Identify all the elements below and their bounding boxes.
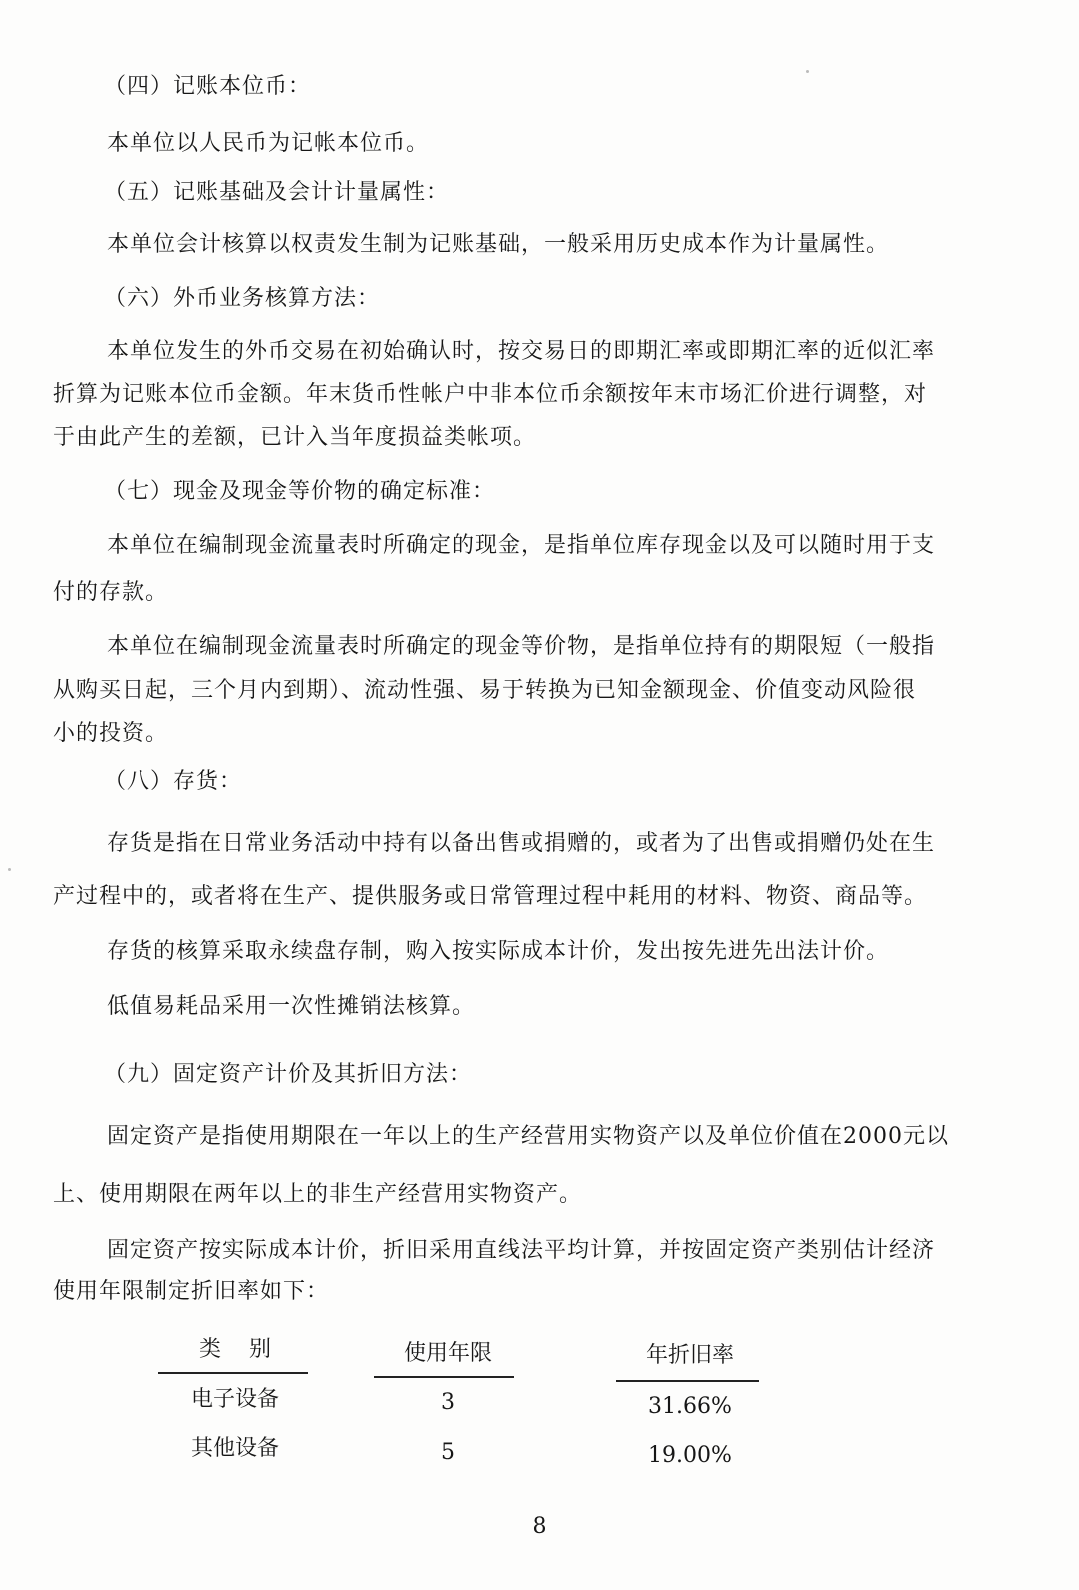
paragraph-line: 产过程中的，或者将在生产、提供服务或日常管理过程中耗用的材料、物资、商品等。 xyxy=(53,884,928,909)
table-cell-useful-life: 5 xyxy=(441,1440,455,1465)
table-header-useful-life: 使用年限 xyxy=(403,1341,492,1366)
paragraph-line: 上、使用期限在两年以上的非生产经营用实物资产。 xyxy=(53,1182,583,1207)
paragraph-line: 折算为记账本位币金额。年末货币性帐户中非本位币余额按年末市场汇价进行调整，对 xyxy=(53,382,928,407)
paragraph-line: 存货的核算采取永续盘存制，购入按实际成本计价，发出按先进先出法计价。 xyxy=(107,939,890,964)
paragraph-line: 付的存款。 xyxy=(53,580,169,605)
table-cell-rate: 19.00% xyxy=(648,1443,732,1468)
paragraph-line: 存货是指在日常业务活动中持有以备出售或捐赠的，或者为了出售或捐赠仍处在生 xyxy=(107,831,936,856)
table-header-category: 类 别 xyxy=(199,1337,271,1362)
section-heading-foreign-currency: （六）外币业务核算方法： xyxy=(104,286,381,311)
section-heading-cash: （七）现金及现金等价物的确定标准： xyxy=(104,479,496,504)
paragraph-line: 固定资产是指使用期限在一年以上的生产经营用实物资产以及单位价值在2000元以 xyxy=(107,1124,949,1149)
header-rule xyxy=(158,1372,308,1374)
table-cell-category: 其他设备 xyxy=(190,1436,279,1461)
header-rule xyxy=(374,1376,514,1378)
paragraph-line: 从购买日起，三个月内到期）、流动性强、易于转换为已知金额现金、价值变动风险很 xyxy=(53,678,917,703)
section-heading-fixed-assets: （九）固定资产计价及其折旧方法： xyxy=(104,1062,473,1087)
table-cell-useful-life: 3 xyxy=(441,1390,455,1415)
section-heading-currency: （四）记账本位币： xyxy=(104,74,312,99)
section-heading-inventory: （八）存货： xyxy=(104,769,243,794)
page-number: 8 xyxy=(532,1514,547,1539)
paragraph-line: 使用年限制定折旧率如下： xyxy=(53,1279,330,1304)
section-heading-basis: （五）记账基础及会计计量属性： xyxy=(104,180,450,205)
paragraph-line: 本单位在编制现金流量表时所确定的现金等价物，是指单位持有的期限短（一般指 xyxy=(107,634,936,659)
table-header-depreciation-rate: 年折旧率 xyxy=(645,1343,734,1368)
paragraph-line: 固定资产按实际成本计价，折旧采用直线法平均计算，并按固定资产类别估计经济 xyxy=(107,1238,936,1263)
scan-speck xyxy=(806,70,809,73)
paragraph-line: 低值易耗品采用一次性摊销法核算。 xyxy=(107,994,476,1019)
paragraph-line: 本单位会计核算以权责发生制为记账基础，一般采用历史成本作为计量属性。 xyxy=(107,232,890,257)
table-cell-rate: 31.66% xyxy=(648,1394,732,1419)
header-rule xyxy=(616,1380,759,1382)
paragraph-line: 本单位发生的外币交易在初始确认时，按交易日的即期汇率或即期汇率的近似汇率 xyxy=(107,339,936,364)
paragraph-line: 于由此产生的差额，已计入当年度损益类帐项。 xyxy=(53,425,537,450)
paragraph-line: 小的投资。 xyxy=(53,721,169,746)
paragraph-line: 本单位以人民币为记帐本位币。 xyxy=(107,131,430,156)
table-cell-category: 电子设备 xyxy=(190,1387,279,1412)
scan-speck xyxy=(8,868,11,871)
paragraph-line: 本单位在编制现金流量表时所确定的现金，是指单位库存现金以及可以随时用于支 xyxy=(107,533,936,558)
